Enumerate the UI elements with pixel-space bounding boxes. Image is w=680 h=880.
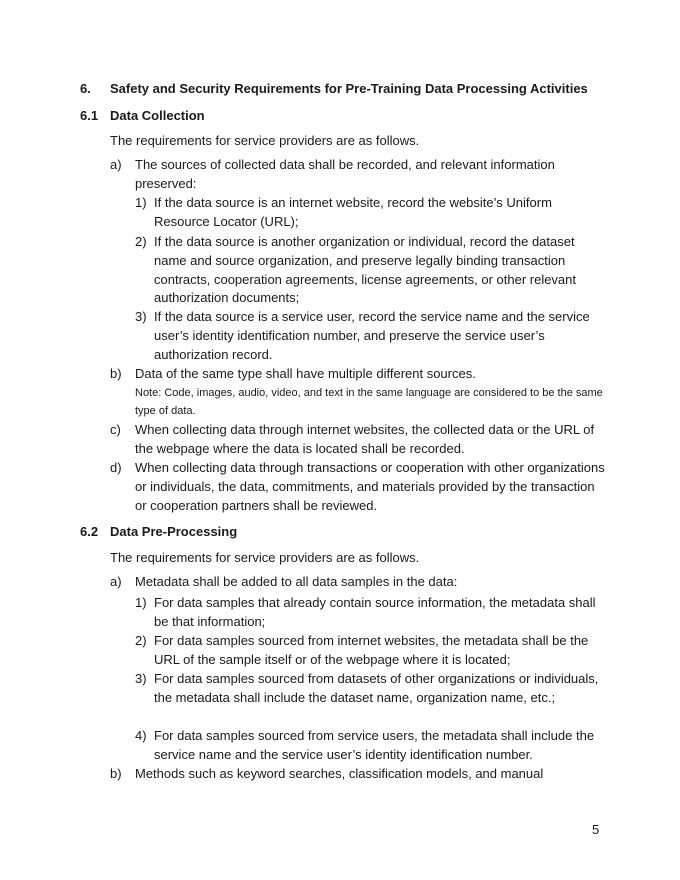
list-text: Metadata shall be added to all data samples in the data: [135, 574, 458, 589]
list-text: The sources of collected data shall be recorded, and relevant information preserved: [135, 157, 555, 191]
list-text: If the data source is a service user, record the service name and the service user’s identity identification number, and preserve the service user’s authorization record. [154, 309, 590, 362]
list-text: Data of the same type shall have multiple different sources. [135, 366, 476, 381]
list-marker: 1) [135, 595, 147, 610]
list-item-c [110, 421, 605, 459]
sub-item-1 [135, 594, 605, 632]
sub-item-3 [135, 308, 605, 364]
list-marker: d) [110, 460, 122, 475]
list-marker: b) [110, 366, 122, 381]
list-marker: 4) [135, 728, 147, 743]
list-marker: a) [110, 157, 122, 172]
section-title: Safety and Security Requirements for Pre-Training Data Processing Activities [110, 81, 588, 96]
list-text: For data samples sourced from service users, the metadata shall include the service name and the service user’s identity identification number. [154, 728, 595, 762]
list-text: When collecting data through internet websites, the collected data or the URL of the webpage where the data is located shall be recorded. [135, 422, 595, 456]
section-number: 6.2 [80, 524, 99, 539]
sub-item-3 [135, 670, 605, 708]
list-item-b [110, 765, 605, 784]
list-marker: 3) [135, 671, 147, 686]
list-text: For data samples sourced from internet websites, the metadata shall be the URL of the sample itself or of the webpage where it is located; [154, 633, 589, 667]
list-marker: 2) [135, 633, 147, 648]
sub-item-1 [135, 194, 605, 232]
list-marker: 1) [135, 195, 147, 210]
list-item-b [110, 365, 605, 384]
section-intro: The requirements for service providers are as follows. [110, 550, 420, 565]
sub-item-2 [135, 233, 605, 308]
list-text: When collecting data through transactions or cooperation with other organizations or individuals, the data, commitments, and materials provided by the transaction or cooperation partners shall be reviewed. [135, 460, 605, 513]
section-6-heading [80, 80, 588, 98]
list-item-a [110, 573, 605, 592]
list-text: If the data source is an internet website, record the website’s Uniform Resource Locator (URL); [154, 195, 552, 229]
section-title: Data Pre-Processing [110, 524, 238, 539]
list-marker: 3) [135, 309, 147, 324]
sub-item-2 [135, 632, 605, 670]
page-number: 5 [592, 822, 600, 837]
list-text: Methods such as keyword searches, classification models, and manual [135, 766, 544, 781]
list-marker: 2) [135, 234, 147, 249]
sub-item-4 [135, 727, 605, 765]
section-title: Data Collection [110, 108, 205, 123]
list-text: For data samples that already contain source information, the metadata shall be that information; [154, 595, 596, 629]
list-item-d [110, 459, 605, 515]
section-number: 6. [80, 81, 91, 96]
section-6-2-heading [80, 523, 237, 541]
section-6-1-heading [80, 107, 205, 125]
note-text: Note: Code, images, audio, video, and text in the same language are considered to be the same type of data. [135, 387, 603, 417]
list-marker: c) [110, 422, 121, 437]
list-text: If the data source is another organization or individual, record the dataset name and source organization, and preserve legally binding transaction contracts, cooperation agreements, license agreements, or other relevant authorization documents; [154, 234, 577, 306]
list-item-a [110, 156, 605, 194]
section-intro: The requirements for service providers are as follows. [110, 133, 420, 148]
list-marker: a) [110, 574, 122, 589]
list-marker: b) [110, 766, 122, 781]
list-text: For data samples sourced from datasets of other organizations or individuals, the metadata shall include the dataset name, organization name, etc.; [154, 671, 599, 705]
section-number: 6.1 [80, 108, 99, 123]
